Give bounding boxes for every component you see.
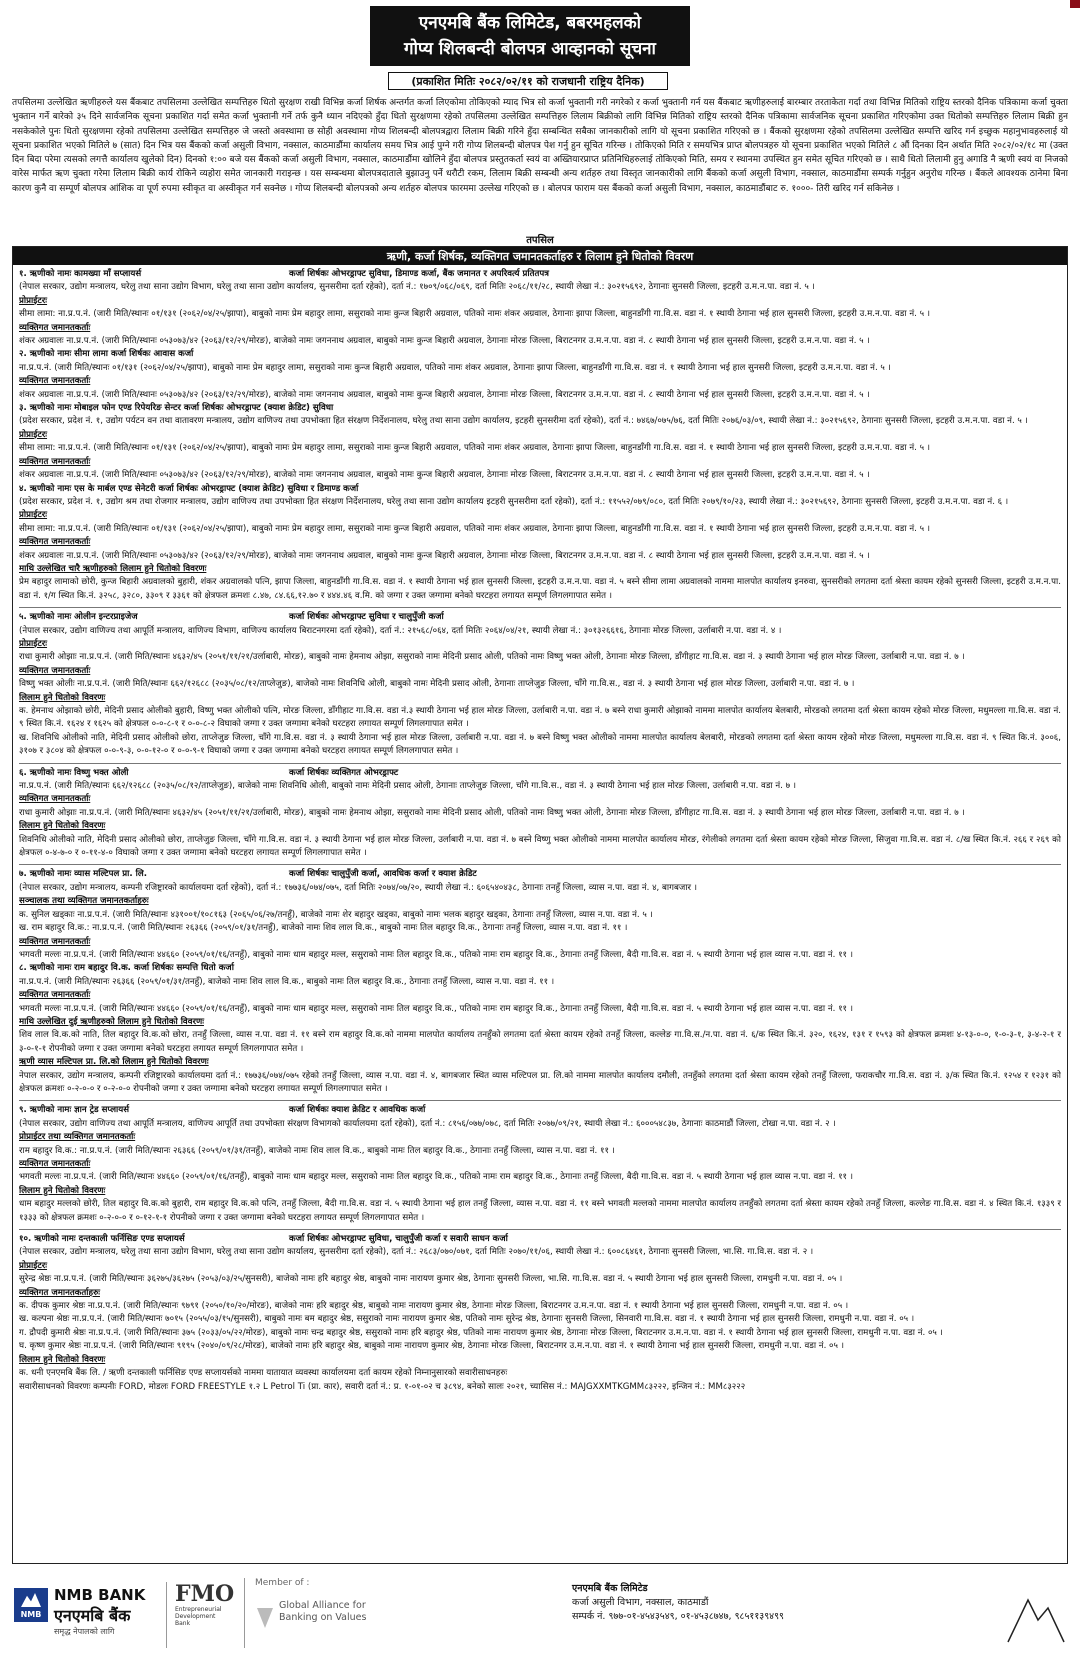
detail-line: घ. कृष्ण कुमार श्रेष्ठः ना.प्र.प.नं. (जारी मिति/स्थानः ९१९५ (२०४०/०९/२८/मोरङ), बाजेको नामः हरि बहादुर श्रेष्ठ, बाबुको नामः नारायण कुमार श्रेष्ठ, ठेगानाः मोरङ जिल्ला, बिराटनगर उ.म.न.पा. वडा नं. १ स्थायी ठेगाना भई हाल सुनसरी जिल्ला, रामधुनी न.पा. वडा नं. ०५ । xyxy=(19,1341,844,1352)
entry-heading xyxy=(19,268,1061,281)
borrower-entry xyxy=(19,608,1061,763)
nmb-logo-label: NMB xyxy=(20,1610,42,1619)
detail-line: ८. ऋणीको नामः राम बहादुर वि.क. कर्जा शिर्षकः सम्पत्ति धितो कर्जा xyxy=(19,963,234,974)
section-label: प्रोप्राईटरः xyxy=(19,638,48,649)
mountain-icon xyxy=(1006,1580,1066,1650)
section-label: लिलाम हुने धितोको विवरणः xyxy=(19,1354,106,1365)
section-label: व्यक्तिगत जमानतकर्ताः xyxy=(19,456,91,467)
nmb-brand xyxy=(54,1586,145,1637)
borrower-name: ९. ऋणीको नामः ज्ञान ट्रेड सप्लायर्स xyxy=(19,1105,130,1116)
entry-heading xyxy=(19,1104,1061,1117)
section-label: लिलाम हुने धितोको विवरणः xyxy=(19,1185,106,1196)
detail-line: भगवती मल्लः ना.प्र.प.नं. (जारी मिति/स्थानः ४४६६० (२०५९/०१/१६/तनहुँ), बाबुको नामः धाम बहादुर मल्ल, ससुराको नामः तिल बहादुर वि.क., पतिको नामः राम बहादुर वि.क., ठेगानाः तनहुँ जिल्ला, बैदी गा.वि.स. वडा नं. ५ स्थायी ठेगाना भई हाल व्यास न.पा. वडा नं. ११ । xyxy=(19,1172,853,1183)
detail-line: सीमा लामा: ना.प्र.प.नं. (जारी मिति/स्थानः ०१/१३१ (२०६२/०४/२५/झापा), बाबुको नामः प्रेम बहादुर लामा, ससुराको नामः कुन्ज बिहारी अग्रवाल, पतिको नामः शंकर अग्रवाल, ठेगानाः झापा जिल्ला, बाहुनडाँगी गा.वि.स. वडा नं. १ स्थायी ठेगाना भई हाल सुनसरी जिल्ला, इटहरी उ.म.न.पा. वडा नं. ५ । xyxy=(19,443,931,454)
collateral-description: शिव लाल वि.क.को नाति, तिल बहादुर वि.क.को छोरा, तनहुँ जिल्ला, व्यास न.पा. वडा नं. ११ बस्ने राम बहादुर वि.क.को नाममा मालपोत कार्यालय तनहुँको लगतमा दर्ता श्रेस्ता कायम रहेको तनहुँ जिल्ला, कल्लेङ गा.वि.स./न.पा. वडा नं. ६/क स्थित कि.नं. ३२०, १६२४, १३१ र १५९३ को क्षेत्रफल क्रमशः ४-१३-०-०, १-०-३-१, ३-४-२-१ र ३-०-१-१ रोपनीको जग्गा र उक्त जग्गामा बनेको घरटहरा लगायत सम्पूर्ण लिगलगापात समेत । xyxy=(19,1030,1061,1054)
collateral-description: शिवनिधि ओलीको नाति, मेदिनी प्रसाद ओलीको छोरा, ताप्लेजुङ जिल्ला, चाँगे गा.वि.स. वडा नं. ३ स्थायी ठेगाना भई हाल मोरङ जिल्ला, उर्लाबारी न.पा. वडा नं. ७ बस्ने विष्णु भक्त ओलीको नाममा मालपोत कार्यालय मोरङ, रंगेलीको लगतमा दर्ता श्रेस्ता कायम रहेको मोरङ जिल्ला, सिजुवा गा.वि.स. वडा नं. ८/ख स्थित कि.नं. २६६ र २६९ को क्षेत्रफल ०-४-७-० र ०-११-४-० विघाको जग्गा र उक्त जग्गामा बनेको घरटहरा लगायत सम्पूर्ण लिगलगापात समेत । xyxy=(19,834,1061,859)
detail-line: ३. ऋणीको नामः मोबाइल फोन एण्ड रिपेयरिङ सेन्टर कर्जा शिर्षकः ओभरड्राफ्ट (क्याश क्रेडिट) सुविधा xyxy=(19,403,334,414)
detail-line: २. ऋणीको नामः सीमा लामा कर्जा शिर्षकः आवास कर्जा xyxy=(19,349,194,360)
borrower-entry xyxy=(19,1101,1061,1230)
detail-line: शंकर अग्रवालः ना.प्र.प.नं. (जारी मिति/स्थानः ०५३०७३/४२ (२०६३/१२/२९/मोरङ), बाजेको नामः जगननाथ अग्रवाल, बाबुको नामः कुन्ज बिहारी अग्रवाल, ठेगानाः मोरङ जिल्ला, बिराटनगर उ.म.न.पा. वडा नं. ८ स्थायी ठेगाना भई हाल सुनसरी जिल्ला, इटहरी उ.म.न.पा. वडा नं. ५ । xyxy=(19,389,870,400)
entries-list xyxy=(13,265,1067,1398)
section-label: प्रोप्राईटरः xyxy=(19,295,48,306)
detail-line: ख. राम बहादुर वि.क.: ना.प्र.प.नं. (जारी मिति/स्थानः २६३६६ (२०५९/०१/३१/तनहुँ), बाजेको नामः शिव लाल वि.क., बाबुको नामः तिल बहादुर वि.क., ठेगानाः तनहुँ जिल्ला, व्यास न.पा. वडा नं. ११ । xyxy=(19,923,628,934)
detail-line: राम बहादुर वि.क.: ना.प्र.प.नं. (जारी मिति/स्थानः २६३६६ (२०५९/०१/३१/तनहुँ), बाजेको नामः शिव लाल वि.क., बाबुको नामः तिल बहादुर वि.क., ठेगानाः तनहुँ जिल्ला, व्यास न.पा. वडा नं. ११ । xyxy=(19,1145,615,1156)
gabv-name: Global Alliance for Banking on Values xyxy=(279,1600,367,1623)
entry-heading xyxy=(19,1233,1061,1246)
borrower-entry xyxy=(19,764,1061,866)
section-label: प्रोप्राईटरः xyxy=(19,429,48,440)
publication-date: (प्रकाशित मितिः २०८२/०२/११ को राजधानी राष्ट्रिय दैनिक) xyxy=(388,72,668,90)
collateral-description: ख. शिवनिधि ओलीको नाति, मेदिनी प्रसाद ओलीको छोरा, ताप्लेजुङ जिल्ला, चाँगे गा.वि.स. वडा नं. ३ स्थायी ठेगाना भई हाल मोरङ जिल्ला, उर्लाबारी न.पा. वडा नं. ७ बस्ने विष्णु भक्त ओलीको नाममा मालपोत कार्यालय बेलबारी, मोरङको लगतमा दर्ता श्रेस्ता कायम रहेको मोरङ जिल्ला, मधुमल्ला गा.वि.स. वडा नं. ९ स्थित कि.नं. ३००६, ३१०७ र ३८०४ को क्षेत्रफल ०-०-९-३, ०-०-१२-० र ०-०-९-१ विघाको जग्गा र उक्त जग्गामा बनेको घरटहरा लगायत सम्पूर्ण लिगलगापात समेत । xyxy=(19,732,1061,757)
address-contact: सम्पर्क नं. ९७७-०१-४५४३५४९, ०१-४५३८७४७, ९८५११३९४९९ xyxy=(572,1611,784,1622)
fmo-logo-text: FMO xyxy=(175,1581,235,1607)
header-bank-title: एनएमबि बैंक लिमिटेड, बबरमहलको xyxy=(418,13,642,33)
member-of-label: Member of : xyxy=(255,1578,310,1588)
detail-line: ना.प्र.प.नं. (जारी मिति/स्थानः ०१/१३१ (२०६२/०४/२५/झापा), बाबुको नामः प्रेम बहादुर लामा, ससुराको नामः कुन्ज बिहारी अग्रवाल, पतिको नामः शंकर अग्रवाल, ठेगानाः झापा जिल्ला, बाहुनडाँगी गा.वि.स. वडा नं. १ स्थायी ठेगाना भई हाल सुनसरी जिल्ला, इटहरी उ.म.न.पा. वडा नं. ५ । xyxy=(19,362,891,373)
detail-line: ना.प्र.प.नं. (जारी मिति/स्थानः २६३६६ (२०५९/०१/३१/तनहुँ), बाजेको नामः शिव लाल वि.क., बाबुको नामः तिल बहादुर वि.क., ठेगानाः तनहुँ जिल्ला, व्यास न.पा. वडा नं. ११ । xyxy=(19,976,555,987)
gabv-logo-icon xyxy=(257,1608,273,1628)
bank-tagline: समृद्ध नेपालको लागि xyxy=(54,1627,115,1636)
loan-category: कर्जा शिर्षकः व्यक्तिगत ओभरड्राफ्ट xyxy=(289,767,399,778)
detail-line: शंकर अग्रवालः ना.प्र.प.नं. (जारी मिति/स्थानः ०५३०७३/४२ (२०६३/१२/२९/मोरङ), बाजेको नामः जगननाथ अग्रवाल, बाबुको नामः कुन्ज बिहारी अग्रवाल, ठेगानाः मोरङ जिल्ला, बिराटनगर उ.म.न.पा. वडा नं. ८ स्थायी ठेगाना भई हाल सुनसरी जिल्ला, इटहरी उ.म.न.पा. वडा नं. ५ । xyxy=(19,336,870,347)
borrower-name: १. ऋणीको नामः कामख्या माँ सप्लायर्स xyxy=(19,269,142,279)
section-label: प्रोप्राईटरः xyxy=(19,1260,48,1271)
entry-heading xyxy=(19,868,1061,881)
fmo-subtitle: Entrepreneurial Development Bank xyxy=(175,1606,222,1627)
details-box xyxy=(12,246,1068,1564)
borrower-name: १०. ऋणीको नामः दन्तकाली फर्निसिङ एण्ड सप्लायर्स xyxy=(19,1234,185,1245)
loan-category: कर्जा शिर्षकः ओभरड्राफ्ट सुविधा, डिमाण्ड कर्जा, बैंक जमानत र अपरिवर्त्य प्रतितपत्र xyxy=(289,269,550,279)
bank-name-en: NMB BANK xyxy=(54,1586,146,1604)
loan-category: कर्जा शिर्षकः क्याश क्रेडिट र आवधिक कर्जा xyxy=(289,1105,426,1116)
entry-heading xyxy=(19,767,1061,780)
detail-line: (नेपाल सरकार, उद्योग मन्त्रालय, कम्पनी रजिष्ट्रारको कार्यालयमा दर्ता रहेको), दर्ता नं.: १७७३६/०७४/०७५, दर्ता मितिः २०७४/०७/२०, स्थायी लेखा नं.: ६०६५४०४३८, ठेगानाः तनहुँ जिल्ला, व्यास न.पा. वडा नं. ४, बागबजार । xyxy=(19,882,697,893)
nmb-logo-icon xyxy=(14,1588,48,1622)
borrower-name: ५. ऋणीको नामः ओलीन इन्टरप्राइजेज xyxy=(19,612,138,623)
detail-line: भगवती मल्लः ना.प्र.प.नं. (जारी मिति/स्थानः ४४६६० (२०५९/०१/१६/तनहुँ), बाबुको नामः धाम बहादुर मल्ल, ससुराको नामः तिल बहादुर वि.क., पतिको नामः राम बहादुर वि.क., ठेगानाः तनहुँ जिल्ला, बैदी गा.वि.स. वडा नं. ५ स्थायी ठेगाना भई हाल व्यास न.पा. वडा नं. ११ । xyxy=(19,949,853,960)
loan-category: कर्जा शिर्षकः ओभरड्राफ्ट सुविधा, चालुपुँजी कर्जा र सवारी साधन कर्जा xyxy=(289,1234,508,1245)
detail-line: (प्रदेश सरकार, प्रदेश नं. १, उद्योग पर्यटन वन तथा वातावरण मन्त्रालय, उद्योग वाणिज्य तथा उपभोक्ता हित संरक्षण निर्देशनालय, घरेलु तथा साना उद्योग कार्यालय, इटहरी सुनसरीमा दर्ता रहेको), दर्ता नं.: ७४६७/०७५/७६, दर्ता मितिः २०७६/०३/०९, स्थायी लेखा नं.: ३०२१५६९२, ठेगानाः सुनसरी जिल्ला, इटहरी उ.म.न.पा. वडा नं. ५ । xyxy=(19,416,1028,427)
section-label: सञ्चालक तथा व्यक्तिगत जमानतकर्ताहरुः xyxy=(19,896,149,907)
detail-line: ना.प्र.प.नं. (जारी मिति/स्थानः ६६२/१२६८८ (२०३५/०८/१२/ताप्लेजुङ), बाजेको नामः शिवनिधि ओली, बाबुको नामः मेदिनी प्रसाद ओली, ठेगानाः ताप्लेजुङ जिल्ला, चाँगे गा.वि.स., वडा नं. ३ स्थायी ठेगाना भई हाल मोरङ जिल्ला, उर्लाबारी न.पा. वडा नं. ७ । xyxy=(19,781,797,792)
detail-line: (प्रदेश सरकार, प्रदेश नं. १, उद्योग श्रम तथा रोजगार मन्त्रालय, उद्योग वाणिज्य तथा उपभोक्ता हित संरक्षण निर्देशनालय, घरेलु तथा साना उद्योग कार्यालय इटहरी सुनसरीमा दर्ता रहेको), दर्ता नं.: ११५५२/०७९/०८०, दर्ता मितिः २०७९/१०/२३, स्थायी लेखा नं.: ३०२१५६९२, ठेगानाः सुनसरी जिल्ला, इटहरी उ.म.न.पा. वडा नं. ६ । xyxy=(19,496,1009,507)
section-label: व्यक्तिगत जमानतकर्ताः xyxy=(19,376,91,387)
loan-category: कर्जा शिर्षकः चालुपुँजी कर्जा, आवधिक कर्जा र क्याश क्रेडिट xyxy=(289,869,477,880)
collateral-description: धाम बहादुर मल्लको छोरी, तिल बहादुर वि.क.को बुहारी, राम बहादुर वि.क.को पत्नि, तनहुँ जिल्ला, बैदी गा.वि.स. वडा नं. ५ स्थायी ठेगाना भई हाल तनहुँ जिल्ला, व्यास न.पा. वडा नं. ११ बस्ने भगवती मल्लको नाममा मालपोत कार्यालय तनहुँको लगतमा दर्ता श्रेस्ता कायम रहेको तनहुँ जिल्ला, कल्लेङ गा.वि.स. वडा नं. ४ स्थित कि.नं. १३३९ र १३३३ को क्षेत्रफल क्रमशः ०-२-०-० र ०-१२-१-१ रोपनीको जग्गा र उक्त जग्गामा बनेको घरटहरा लगायत सम्पूर्ण लिगलगापात समेत । xyxy=(19,1199,1061,1223)
detail-line: राधा कुमारी ओझाः ना.प्र.प.नं. (जारी मिति/स्थानः ४६३२/४५ (२०५१/११/२१/उर्लाबारी, मोरङ), बाबुको नामः हेमनाथ ओझा, ससुराको नामः मेदिनी प्रसाद ओली, पतिको नामः विष्णु भक्त ओली, ठेगानाः मोरङ जिल्ला, डाँगीहाट गा.वि.स. वडा नं. ३ स्थायी ठेगाना भई हाल मोरङ जिल्ला, उर्लाबारी न.पा. वडा नं. ७ । xyxy=(19,652,965,663)
section-label: व्यक्तिगत जमानतकर्ताः xyxy=(19,1159,91,1169)
corner-accent xyxy=(1070,0,1080,8)
borrower-name: ७. ऋणीको नामः व्यास मल्टिपल प्रा. लि. xyxy=(19,869,147,880)
detail-line: शंकर अग्रवालः ना.प्र.प.नं. (जारी मिति/स्थानः ०५३०७३/४२ (२०६३/१२/२९/मोरङ), बाजेको नामः जगननाथ अग्रवाल, बाबुको नामः कुन्ज बिहारी अग्रवाल, ठेगानाः मोरङ जिल्ला, बिराटनगर उ.म.न.पा. वडा नं. ८ स्थायी ठेगाना भई हाल सुनसरी जिल्ला, इटहरी उ.म.न.पा. वडा नं. ५ । xyxy=(19,470,870,481)
detail-line: (नेपाल सरकार, उद्योग मन्त्रालय, घरेलु तथा साना उद्योग विभाग, घरेलु तथा साना उद्योग कार्यालय, सुनसरीमा दर्ता रहेको), दर्ता नं.: २६८३/०७०/०७१, दर्ता मितिः २०७०/११/०६, स्थायी लेखा नं.: ६००८६४६१, ठेगानाः सुनसरी जिल्ला, भा.सि. गा.वि.स. वडा नं. २ । xyxy=(19,1247,814,1258)
borrower-name: ६. ऋणीको नामः विष्णु भक्त ओली xyxy=(19,767,129,778)
detail-line: विष्णु भक्त ओलीः ना.प्र.प.नं. (जारी मिति/स्थानः ६६२/१२६८८ (२०३५/०८/१२/ताप्लेजुङ), बाजेको नामः शिवनिधि ओली, बाबुको नामः मेदिनी प्रसाद ओली, ठेगानाः ताप्लेजुङ जिल्ला, चाँगे गा.वि.स., वडा नं. ३ स्थायी ठेगाना भई हाल मोरङ जिल्ला, उर्लाबारी न.पा. वडा नं. ७ । xyxy=(19,679,855,690)
details-title: ऋणी, कर्जा शिर्षक, व्यक्तिगत जमानतकर्ताहरु र लिलाम हुने धितोको विवरण xyxy=(13,247,1067,265)
borrower-entry xyxy=(19,1230,1061,1398)
section-label: व्यक्तिगत जमानतकर्ताः xyxy=(19,322,91,333)
detail-line: राधा कुमारी ओझाः ना.प्र.प.नं. (जारी मिति/स्थानः ४६३२/४५ (२०५१/११/२१/उर्लाबारी, मोरङ), बाबुको नामः हेमनाथ ओझा, ससुराको नामः मेदिनी प्रसाद ओली, पतिको नामः विष्णु भक्त ओली, ठेगानाः मोरङ जिल्ला, डाँगीहाट गा.वि.स. वडा नं. ३ स्थायी ठेगाना भई हाल मोरङ जिल्ला, उर्लाबारी न.पा. वडा नं. ७ । xyxy=(19,807,965,818)
detail-line: भगवती मल्लः ना.प्र.प.नं. (जारी मिति/स्थानः ४४६६० (२०५९/०१/१६/तनहुँ), बाबुको नामः धाम बहादुर मल्ल, ससुराको नामः तिल बहादुर वि.क., पतिको नामः राम बहादुर वि.क., ठेगानाः तनहुँ जिल्ला, बैदी गा.वि.स. वडा नं. ५ स्थायी ठेगाना भई हाल व्यास न.पा. वडा नं. ११ । xyxy=(19,1003,853,1014)
collateral-description: क. हेमनाथ ओझाको छोरी, मेदिनी प्रसाद ओलीको बुहारी, विष्णु भक्त ओलीको पत्नि, मोरङ जिल्ला, डाँगीहाट गा.वि.स. वडा नं.३ स्थायी ठेगाना भई हाल मोरङ जिल्ला, उर्लाबारी न.पा. वडा नं. ७ बस्ने राधा कुमारी ओझाको नाममा मालपोत कार्यालय बेलबारी, मोरङको लगतमा दर्ता श्रेस्ता कायम रहेको मोरङ जिल्ला, मधुमल्ला गा.वि.स. वडा नं. ९ स्थित कि.नं. १६२४ र १६२५ को क्षेत्रफल ०-०-८-१ र ०-०-८-२ विघाको जग्गा र उक्त जग्गामा बनेको घरटहरा लगायत सम्पूर्ण लिगलगापात समेत । xyxy=(19,706,1061,730)
address-department: कर्जा असुली विभाग, नक्साल, काठमाडौं xyxy=(572,1597,709,1608)
borrower-entry xyxy=(19,265,1061,608)
footer xyxy=(0,1568,1080,1665)
detail-line: क. दीपक कुमार श्रेष्ठः ना.प्र.प.नं. (जारी मिति/स्थानः ९७९१ (२०५०/१०/२०/मोरङ), बाजेको नामः हरि बहादुर श्रेष्ठ, बाबुको नामः नारायण कुमार श्रेष्ठ, ठेगानाः मोरङ जिल्ला, बिराटनगर उ.म.न.पा. वडा नं. १ स्थायी ठेगाना भई हाल सुनसरी जिल्ला, रामधुनी न.पा. वडा नं. ०५ । xyxy=(19,1301,849,1312)
section-label: व्यक्तिगत जमानतकर्ताः xyxy=(19,537,91,548)
annex-label: तपसिल xyxy=(526,235,554,246)
intro-paragraph: तपसिलमा उल्लेखित ऋणीहरुले यस बैंकबाट तपसिलमा उल्लेखित सम्पत्तिहरु धितो सुरक्षण राखी विभिन्न कर्जा शिर्षक अन्तर्गत कर्जा लिएकोमा तोकिएको म्याद भित्र सो कर्जा भुक्तानी गरी नगरेको र कर्जा भुक्तानी गर्न यस बैंकबाट ऋणीहरुलाई बारम्बार तरताकेता गर्दा तथा विभिन्न मितिको राष्ट्रिय स्तरको दैनिक पत्रिकामा कर्जा चुक्ता भुक्तान गर्ने बारेको ३५ दिने सार्वजनिक सूचना प्रकाशित गर्दा समेत कर्जा भुक्तानी गर्ने तर्फ कुनै ध्यान नदिएको हुँदा धितो सुरक्षणमा रहेको तपसिलमा उल्लेखित सम्पत्तिहरु लिलाम बिक्रीको लागि विभिन्न मितिको राष्ट्रिय स्तरको दैनिक पत्रिकामा सार्वजनिक सूचना प्रकाशित गरिएकोमा उक्त धितोको सम्पत्तिहरु लिलाम बिक्री हुन नसकेकोले पुनः धितो सुरक्षणमा रहेको तपसिलमा उल्लेखित सम्पत्तिहरु जे जस्तो अवस्थामा छ सोही अवस्थामा गोप्य शिलबन्दी बोलपत्रद्वारा लिलाम बिक्री गरिने हुँदा सम्बन्धित सबैका जानकारीको लागि यो सूचना प्रकाशित गरिएको छ । बैंकको सुरक्षणमा रहेको तपसिलमा उल्लेखित सम्पत्ति खरिद गर्न इच्छुक महानुभावहरुलाई यो सूचना प्रकाशित भएको मितिले ७ (सात) दिन भित्र यस बैंकको कर्जा असुली विभाग, नक्साल, काठमाडौंमा कार्यालय समय भित्र आई पुग्ने गरी गोप्य शिलबन्दी बोलपत्र पेश गर्नु हुन सूचित गरिन्छ । तोकिएको मिति र समयभित्र प्राप्त बोलपत्रहरु यो सूचना प्रकाशित भएको मितिले ८ औं दिनका दिन अर्थात मिति २०८२/०२/१८ मा (उक्त दिन बिदा परेमा त्यसको लगत्तै कार्यालय खुलेको दिन) दिनको १:०० बजे यस बैंकको कर्जा असुली विभाग, नक्साल, काठमाडौंमा खोलिने हुँदा बोलपत्र प्रस्तुतकर्ता स्वयं वा अख्तियारप्राप्त प्रतिनिधिहरुलाई तोकिएको मिति, समय र स्थानमा उपस्थित हुन समेत सूचित गरिएको छ । साथै धितो लिलामी हुनु अगाडि नै ऋणी स्वयं वा निजको वारेस मार्फत ऋण चुक्ता गरेमा लिलाम बिक्री कार्य रोकिने व्यहोरा समेत जानकारी गराइन्छ । यस सम्बन्धमा बोलपत्रदाताले बुझाउनु पर्ने धरौटी रकम, लिलाम बिक्री सम्बन्धी अन्य शर्तहरु तथा विस्तृत जानकारीको लागि बैंकको कर्जा असुली विभाग, नक्साल, काठमाडौंमा सम्पर्क गर्नुहुन अनुरोध गरिन्छ । बैंकले आवश्यक ठानेमा बिना कारण कुनै वा सम्पूर्ण बोलपत्र आंशिक वा पूर्ण रुपमा स्वीकृत वा अस्वीकृत गर्न सक्नेछ । गोप्य शिलबन्दी बोलपत्रको अन्य शर्तहरु बोलपत्र फारममा उल्लेख गरिएको छ । बोलपत्र फाराम यस बैंकको कर्जा असुली विभाग, नक्साल, काठमाडौंबाट रु. १०००- तिरी खरिद गर्न सकिनेछ । xyxy=(12,98,1068,194)
section-label: लिलाम हुने धितोको विवरणः xyxy=(19,821,106,832)
section-label: व्यक्तिगत जमानतकर्ताः xyxy=(19,794,91,805)
detail-line: शंकर अग्रवालः ना.प्र.प.नं. (जारी मिति/स्थानः ०५३०७३/४२ (२०६३/१२/२९/मोरङ), बाजेको नामः जगननाथ अग्रवाल, बाबुको नामः कुन्ज बिहारी अग्रवाल, ठेगानाः मोरङ जिल्ला, बिराटनगर उ.म.न.पा. वडा नं. ८ स्थायी ठेगाना भई हाल सुनसरी जिल्ला, इटहरी उ.म.न.पा. वडा नं. ५ । xyxy=(19,550,870,561)
fmo-logo xyxy=(166,1581,235,1648)
section-label: व्यक्तिगत जमानतकर्ताः xyxy=(19,990,91,1001)
bank-name-np: एनएमबि बैंक xyxy=(54,1606,131,1625)
detail-line: सीमा लामा: ना.प्र.प.नं. (जारी मिति/स्थानः ०१/१३१ (२०६२/०४/२५/झापा), बाबुको नामः प्रेम बहादुर लामा, ससुराको नामः कुन्ज बिहारी अग्रवाल, पतिको नामः शंकर अग्रवाल, ठेगानाः झापा जिल्ला, बाहुनडाँगी गा.वि.स. वडा नं. १ स्थायी ठेगाना भई हाल सुनसरी जिल्ला, इटहरी उ.म.न.पा. वडा नं. ५ । xyxy=(19,309,931,320)
notice-header xyxy=(370,6,690,66)
gabv-membership xyxy=(244,1578,384,1648)
section-label: ऋणी व्यास मल्टिपल प्रा. लि.को लिलाम हुने धितोको विवरणः xyxy=(19,1057,209,1068)
address-bank-name: एनएमबि बैंक लिमिटेड xyxy=(572,1583,648,1594)
detail-line: क. धनी एनएमबि बैंक लि. / ऋणी दन्तकाली फर्निसिङ एण्ड सप्लायर्सको नाममा यातायात व्यवस्था कार्यालयमा दर्ता कायम रहेको निम्नानुसारको सवारीसाधनहरुः xyxy=(19,1368,508,1379)
collateral-description: प्रेम बहादुर लामाको छोरी, कुन्ज बिहारी अग्रवालको बुहारी, शंकर अग्रवालको पत्नि, झापा जिल्ला, बाहुनडाँगी गा.वि.स. वडा नं. १ स्थायी ठेगाना भई हाल सुनसरी जिल्ला, इटहरी उ.म.न.पा. वडा नं. ५ बस्ने सीमा लामा अग्रवालको नाममा मालपोत कार्यालय इनरुवा, सुनसरीको लगतमा दर्ता श्रेस्ता कायम रहेको सुनसरी जिल्ला, इटहरी उ.म.न.पा. वडा नं. १/ग स्थित कि.नं. ३२५८, ३२८०, ३३०९ र ३३६१ को क्षेत्रफल क्रमशः ८.४७, ८४.६६,१२.७० र ४४४.४६ व.मि. को जग्गा र उक्त जग्गामा बनेको घरटहरा लगायत सम्पूर्ण लिगलगापात समेत । xyxy=(19,577,1061,601)
section-label: माथि उल्लेखित चारै ऋणीहरुको लिलाम हुने धितोको विवरणः xyxy=(19,563,207,574)
section-label: माथि उल्लेखित दुई ऋणीहरुको लिलाम हुने धितोको विवरणः xyxy=(19,1016,204,1027)
detail-line: (नेपाल सरकार, उद्योग वाणिज्य तथा आपूर्ति मन्त्रालय, वाणिज्य विभाग, वाणिज्य कार्यालय बिराटनगरमा दर्ता रहेको), दर्ता नं.: २१५६८/०६४, दर्ता मितिः २०६४/०४/२१, स्थायी लेखा नं.: ३०१३२६६१६, ठेगानाः मोरङ जिल्ला, उर्लाबारी न.पा. वडा नं. ४ । xyxy=(19,625,782,636)
entry-heading xyxy=(19,611,1061,624)
detail-line: ग. द्रौपदी कुमारी श्रेष्ठः ना.प्र.प.नं. (जारी मिति/स्थानः ३७५ (२०३३/०५/२२/मोरङ), बाबुको नामः चन्द्र बहादुर श्रेष्ठ, ससुराको नामः हरि बहादुर श्रेष्ठ, पतिको नामः नारायण कुमार श्रेष्ठ, ठेगानाः मोरङ जिल्ला, बिराटनगर उ.म.न.पा. वडा नं. १ स्थायी ठेगाना भई हाल सुनसरी जिल्ला, रामधुनी न.पा. वडा नं. ०५ । xyxy=(19,1327,943,1338)
section-label: व्यक्तिगत जमानतकर्ताः xyxy=(19,936,91,947)
detail-line: (नेपाल सरकार, उद्योग वाणिज्य तथा आपूर्ति मन्त्रालय, वाणिज्य आपूर्ति तथा उपभोक्ता संरक्षण विभागको कार्यालयमा दर्ता रहेको), दर्ता नं.: ८१५६/०७७/०७८, दर्ता मितिः २०७७/०९/२१, स्थायी लेखा नं.: ६०००५४८३७, ठेगानाः काठमाडौं जिल्ला, टोखा न.पा. वडा नं. २ । xyxy=(19,1118,836,1129)
detail-line: (नेपाल सरकार, उद्योग मन्त्रालय, घरेलु तथा साना उद्योग विभाग, घरेलु तथा साना उद्योग कार्यालय, सुनसरीमा दर्ता रहेको), दर्ता नं.: १७०९/०६८/०६९, दर्ता मितिः २०६८/११/२८, स्थायी लेखा नं.: ३०२१५६९२, ठेगानाः सुनसरी जिल्ला, इटहरी उ.म.न.पा. वडा नं. ५ । xyxy=(19,282,815,293)
section-label: व्यक्तिगत जमानतकर्ताः xyxy=(19,665,91,676)
section-label: लिलाम हुने धितोको विवरणः xyxy=(19,692,106,703)
detail-line: सीमा लामा: ना.प्र.प.नं. (जारी मिति/स्थानः ०१/१३१ (२०६२/०४/२५/झापा), बाबुको नामः प्रेम बहादुर लामा, ससुराको नामः कुन्ज बिहारी अग्रवाल, पतिको नामः शंकर अग्रवाल, ठेगानाः झापा जिल्ला, बाहुनडाँगी गा.वि.स. वडा नं. १ स्थायी ठेगाना भई हाल सुनसरी जिल्ला, इटहरी उ.म.न.पा. वडा नं. ५ । xyxy=(19,523,931,534)
header-notice-title: गोप्य शिलबन्दी बोलपत्र आव्हानको सूचना xyxy=(404,39,656,59)
section-label: प्रोप्राईटरः xyxy=(19,510,48,521)
section-label: व्यक्तिगत जमानतकर्ताहरुः xyxy=(19,1287,100,1298)
detail-line: ४. ऋणीको नामः एस के मार्बल एण्ड सेनेटरी कर्जा शिर्षकः ओभरड्राफ्ट (क्याश क्रेडिट) सुविधा र डिमाण्ड कर्जा xyxy=(19,483,359,494)
detail-line: सुरेन्द्र श्रेष्ठः ना.प्र.प.नं. (जारी मिति/स्थानः ३६२७५/३६२७५ (२०५३/०३/२५/सुनसरी), बाजेको नामः हरि बहादुर श्रेष्ठ, बाबुको नामः नारायण कुमार श्रेष्ठ, ठेगानाः सुनसरी जिल्ला, भा.सि. गा.वि.स. वडा नं. ५ स्थायी ठेगाना भई हाल सुनसरी जिल्ला, रामधुनी न.पा. वडा नं. ०५ । xyxy=(19,1274,843,1285)
collateral-description: नेपाल सरकार, उद्योग मन्त्रालय, कम्पनी रजिष्ट्रारको कार्यालयमा दर्ता नं.: १७७३६/०७४/०७५ रहेको तनहुँ जिल्ला, व्यास न.पा. वडा नं. ४, बागबजार स्थित व्यास मल्टिपल प्रा. लि.को नाममा मालपोत कार्यालय दमौली, तनहुँको लगतमा दर्ता श्रेस्ता कायम रहेको तनहुँ जिल्ला, फराकचौर गा.वि.स. वडा नं. ३/क स्थित कि.नं. १२५४ र १२३१ को क्षेत्रफल क्रमशः ०-२-०-० र ०-२-०-० रोपनीको जग्गा र उक्त जग्गामा बनेको घरटहरा लगायत सम्पूर्ण लिगलगापात समेत । xyxy=(19,1070,1061,1094)
contact-address xyxy=(572,1582,784,1624)
detail-line: ख. कल्पना श्रेष्ठः ना.प्र.प.नं. (जारी मिति/स्थानः ७०१५ (२०५५/०३/१५/सुनसरी), बाबुको नामः बम बहादुर श्रेष्ठ, ससुराको नामः नारायण कुमार श्रेष्ठ, पतिको नामः सुरेन्द्र श्रेष्ठ, ठेगानाः सुनसरी जिल्ला, सिनवारी गा.वि.स. वडा नं. १ स्थायी ठेगाना भई हाल सुनसरी जिल्ला, रामधुनी न.पा. वडा नं. ०५ । xyxy=(19,1314,915,1325)
borrower-entry xyxy=(19,865,1061,1101)
detail-line: क. सुनिल खड्काः ना.प्र.प.नं. (जारी मिति/स्थानः ४३१००१/१०८१६३ (२०६५/०६/२७/तनहुँ), बाजेको नामः शेर बहादुर खड्का, बाबुको नामः भलक बहादुर खड्का, ठेगानाः तनहुँ जिल्ला, व्यास न.पा. वडा नं. ५ । xyxy=(19,909,653,920)
detail-line: सवारीसाधनको विवरणः कम्पनीः FORD, मोडलः FORD FREESTYLE १.२ L Petrol Ti (प्रा. कार), सवारी दर्ता नं.: प्र. १-०१-०२ च ३८९४, बनेको सालः २०२१, च्यासिस नं.: MAJGXXMTKGMM८३२२२, इन्जिन नं.: MM८३२२२ xyxy=(19,1381,746,1392)
loan-category: कर्जा शिर्षकः ओभरड्राफ्ट सुविधा र चालुपुँजी कर्जा xyxy=(289,612,444,623)
section-label: प्रोप्राईटर तथा व्यक्तिगत जमानतकर्ताः xyxy=(19,1132,136,1143)
